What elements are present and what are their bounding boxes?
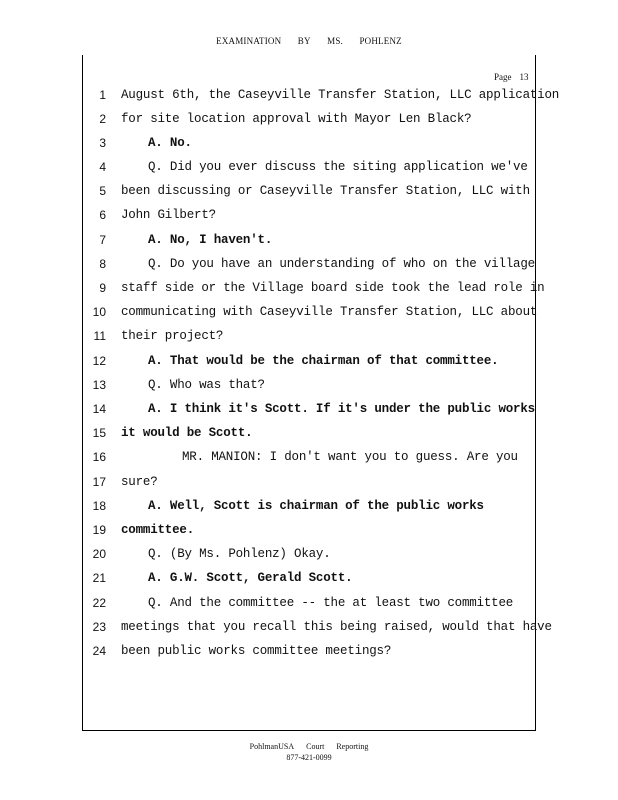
page-label: Page	[494, 72, 512, 82]
transcript-line: A. No, I haven't.	[148, 233, 273, 247]
header-examiner: POHLENZ	[359, 36, 402, 46]
transcript-line: John Gilbert?	[121, 208, 216, 222]
line-number: 6	[99, 208, 106, 222]
footer-phone: 877-421-0099	[286, 753, 332, 762]
line-number: 15	[92, 426, 106, 440]
footer-company	[0, 741, 618, 752]
transcript-line: communicating with Caseyville Transfer Station, LLC about	[121, 305, 538, 319]
transcript-line: Q. Do you have an understanding of who on the village	[148, 257, 535, 271]
line-number: 3	[99, 136, 106, 150]
transcript-line: Q. Did you ever discuss the siting application we've	[148, 160, 528, 174]
line-number: 1	[99, 88, 106, 102]
header-examination: EXAMINATION	[216, 36, 282, 46]
line-number: 18	[92, 499, 106, 513]
line-number: 22	[92, 596, 106, 610]
line-number: 19	[92, 523, 106, 537]
page-number	[494, 72, 529, 82]
line-number: 20	[92, 547, 106, 561]
line-number: 23	[92, 620, 106, 634]
transcript-line: Q. (By Ms. Pohlenz) Okay.	[148, 547, 331, 561]
transcript-line: their project?	[121, 329, 224, 343]
line-number: 24	[92, 644, 106, 658]
page-number-value: 13	[519, 72, 529, 82]
transcript-line: A. I think it's Scott. If it's under the public works	[148, 402, 535, 416]
line-number: 14	[92, 402, 106, 416]
footer-company-court: Court	[306, 742, 325, 751]
line-number: 2	[99, 112, 106, 126]
line-number: 5	[99, 184, 106, 198]
transcript-line: A. Well, Scott is chairman of the public works	[148, 499, 484, 513]
transcript-line: sure?	[121, 475, 158, 489]
line-number: 8	[99, 257, 106, 271]
transcript-line: A. G.W. Scott, Gerald Scott.	[148, 571, 353, 585]
transcript-line: been public works committee meetings?	[121, 644, 392, 658]
transcript-line: August 6th, the Caseyville Transfer Station, LLC application	[121, 88, 560, 102]
line-number: 21	[92, 571, 106, 585]
line-number: 16	[92, 450, 106, 464]
line-number: 4	[99, 160, 106, 174]
header-by: BY	[297, 36, 311, 46]
transcript-line: for site location approval with Mayor Len Black?	[121, 112, 472, 126]
line-number: 10	[92, 305, 106, 319]
page-header	[0, 36, 618, 46]
line-number: 17	[92, 475, 106, 489]
footer-company-name: PohlmanUSA	[249, 742, 295, 751]
transcript-line: it would be Scott.	[121, 426, 253, 440]
transcript-line: been discussing or Caseyville Transfer Station, LLC with	[121, 184, 530, 198]
header-ms: MS.	[327, 36, 343, 46]
transcript-line: committee.	[121, 523, 195, 537]
transcript-line: A. No.	[148, 136, 192, 150]
transcript-line: Q. And the committee -- the at least two committee	[148, 596, 514, 610]
line-number: 7	[99, 233, 106, 247]
transcript-line: Q. Who was that?	[148, 378, 265, 392]
page-footer	[0, 741, 618, 763]
line-number: 12	[92, 354, 106, 368]
transcript-line: meetings that you recall this being raised, would that have	[121, 620, 552, 634]
transcript-line: staff side or the Village board side took the lead role in	[121, 281, 545, 295]
transcript-line: MR. MANION: I don't want you to guess. Are you	[182, 450, 518, 464]
footer-company-reporting: Reporting	[336, 742, 369, 751]
line-number: 9	[99, 281, 106, 295]
transcript-line: A. That would be the chairman of that committee.	[148, 354, 499, 368]
line-number: 11	[93, 329, 106, 343]
line-number: 13	[92, 378, 106, 392]
